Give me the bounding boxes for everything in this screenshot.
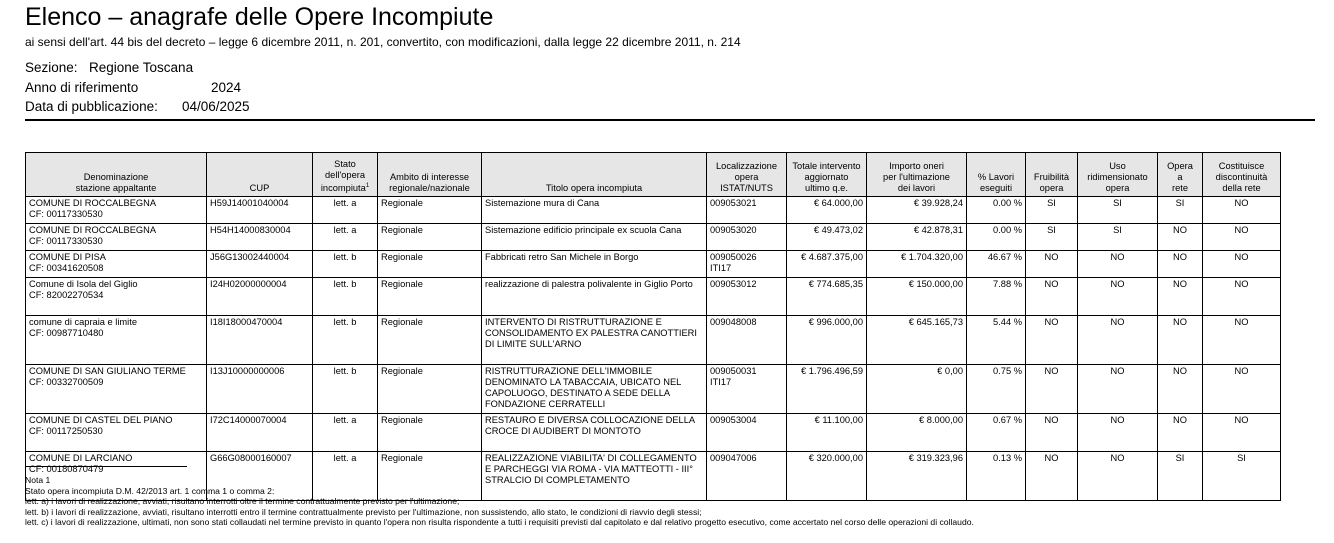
cell-stato: lett. b	[313, 251, 378, 278]
cell-rete: NO	[1158, 365, 1203, 414]
table-row	[26, 365, 1281, 414]
cell-cup: J56G13002440004	[207, 251, 313, 278]
cell-stato: lett. b	[313, 365, 378, 414]
cell-ambito: Regionale	[378, 224, 482, 251]
cell-rete: NO	[1158, 278, 1203, 316]
page-title: Elenco – anagrafe delle Opere Incompiute	[25, 3, 494, 31]
opere-table	[25, 152, 1281, 501]
cell-fruibilita: SI	[1026, 197, 1078, 224]
cell-discontinuita: NO	[1203, 251, 1281, 278]
cell-ambito: Regionale	[378, 414, 482, 452]
cell-localizzazione: 009047006	[707, 452, 787, 501]
cell-rete: NO	[1158, 224, 1203, 251]
cell-uso: NO	[1078, 316, 1158, 365]
cell-titolo: Fabbricati retro San Michele in Borgo	[482, 251, 707, 278]
note-line: Stato opera incompiuta D.M. 42/2013 art. 1 comma 1 o comma 2:	[25, 485, 275, 496]
table-body	[26, 197, 1281, 501]
cell-localizzazione: 009050026 ITI17	[707, 251, 787, 278]
header-cup: CUP	[207, 153, 313, 197]
cell-ambito: Regionale	[378, 251, 482, 278]
note-line: lett. b) i lavori di realizzazione, avviati, risultano interrotti entro il termine contrattualmente previsto per l'ultimazione, non sussistendo, allo stato, le condizioni di riavvio degli stessi;	[25, 506, 702, 517]
cell-ambito: Regionale	[378, 452, 482, 501]
cell-importo: € 42.878,31	[867, 224, 967, 251]
header-importo: Importo oneri per l'ultimazione dei lavori	[867, 153, 967, 197]
cell-discontinuita: NO	[1203, 197, 1281, 224]
cell-discontinuita: NO	[1203, 414, 1281, 452]
cell-ambito: Regionale	[378, 197, 482, 224]
cell-fruibilita: NO	[1026, 414, 1078, 452]
sezione-row	[25, 60, 194, 76]
anno-value: 2024	[211, 80, 242, 95]
header-uso: Uso ridimensionato opera	[1078, 153, 1158, 197]
cell-stato: lett. a	[313, 414, 378, 452]
cell-ente: COMUNE DI CASTEL DEL PIANO CF: 00117250530	[26, 414, 207, 452]
cell-cup: I13J10000000006	[207, 365, 313, 414]
cell-totale: € 49.473,02	[787, 224, 867, 251]
cell-localizzazione: 009053020	[707, 224, 787, 251]
cell-ente: COMUNE DI LARCIANO CF: 00180870479	[26, 452, 207, 501]
table-row	[26, 414, 1281, 452]
cell-discontinuita: SI	[1203, 452, 1281, 501]
cell-uso: SI	[1078, 224, 1158, 251]
cell-stato: lett. a	[313, 224, 378, 251]
page-subtitle: ai sensi dell'art. 44 bis del decreto – legge 6 dicembre 2011, n. 201, convertito, con modificazioni, dalla legge 22 dicembre 2011, n. 214	[25, 35, 741, 49]
cell-titolo: Sistemazione mura di Cana	[482, 197, 707, 224]
cell-fruibilita: NO	[1026, 251, 1078, 278]
cell-uso: SI	[1078, 197, 1158, 224]
header-titolo: Titolo opera incompiuta	[482, 153, 707, 197]
cell-cup: I18I18000470004	[207, 316, 313, 365]
cell-titolo: RISTRUTTURAZIONE DELL'IMMOBILE DENOMINATO LA TABACCAIA, UBICATO NEL CAPOLUOGO, DESTINATO A SEDE DELLA FONDAZIONE CERRATELLI	[482, 365, 707, 414]
cell-ambito: Regionale	[378, 278, 482, 316]
cell-titolo: INTERVENTO DI RISTRUTTURAZIONE E CONSOLIDAMENTO EX PALESTRA CANOTTIERI DI LIMITE SULL'ARNO	[482, 316, 707, 365]
sezione-label: Sezione:	[25, 60, 78, 75]
cell-totale: € 320.000,00	[787, 452, 867, 501]
table-row	[26, 278, 1281, 316]
cell-importo: € 0,00	[867, 365, 967, 414]
cell-stato: lett. a	[313, 197, 378, 224]
cell-ambito: Regionale	[378, 365, 482, 414]
header-denominazione: Denominazione stazione appaltante	[26, 153, 207, 197]
data-pubblicazione-label: Data di pubblicazione:	[25, 99, 158, 114]
cell-discontinuita: NO	[1203, 278, 1281, 316]
cell-discontinuita: NO	[1203, 365, 1281, 414]
cell-titolo: RESTAURO E DIVERSA COLLOCAZIONE DELLA CROCE DI AUDIBERT DI MONTOTO	[482, 414, 707, 452]
cell-fruibilita: NO	[1026, 365, 1078, 414]
cell-stato: lett. b	[313, 316, 378, 365]
cell-importo: € 319.323,96	[867, 452, 967, 501]
cell-totale: € 64.000,00	[787, 197, 867, 224]
cell-importo: € 39.928,24	[867, 197, 967, 224]
cell-uso: NO	[1078, 278, 1158, 316]
cell-ente: COMUNE DI SAN GIULIANO TERME CF: 00332700509	[26, 365, 207, 414]
cell-uso: NO	[1078, 251, 1158, 278]
cell-lavori: 7.88 %	[967, 278, 1026, 316]
cell-ente: COMUNE DI PISA CF: 00341620508	[26, 251, 207, 278]
header-lavori: % Lavori eseguiti	[967, 153, 1026, 197]
cell-lavori: 46.67 %	[967, 251, 1026, 278]
anno-row	[25, 80, 242, 96]
cell-lavori: 0.75 %	[967, 365, 1026, 414]
cell-uso: NO	[1078, 414, 1158, 452]
cell-fruibilita: NO	[1026, 278, 1078, 316]
header-localizzazione: Localizzazione opera ISTAT/NUTS	[707, 153, 787, 197]
cell-rete: SI	[1158, 197, 1203, 224]
cell-stato: lett. b	[313, 278, 378, 316]
cell-lavori: 5.44 %	[967, 316, 1026, 365]
cell-ente: comune di capraia e limite CF: 00987710480	[26, 316, 207, 365]
cell-stato: lett. a	[313, 452, 378, 501]
cell-importo: € 8.000,00	[867, 414, 967, 452]
cell-titolo: realizzazione di palestra polivalente in Giglio Porto	[482, 278, 707, 316]
cell-localizzazione: 009053012	[707, 278, 787, 316]
footnote-ref: 1	[365, 182, 370, 189]
cell-ente: COMUNE DI ROCCALBEGNA CF: 00117330530	[26, 224, 207, 251]
cell-ambito: Regionale	[378, 316, 482, 365]
cell-localizzazione: 009053021	[707, 197, 787, 224]
note-line: lett. a) i lavori di realizzazione, avviati, risultano interrotti oltre il termine contrattualmente previsto per l'ultimazione;	[25, 496, 460, 507]
cell-cup: I72C14000070004	[207, 414, 313, 452]
cell-totale: € 11.100,00	[787, 414, 867, 452]
cell-titolo: REALIZZAZIONE VIABILITA' DI COLLEGAMENTO E PARCHEGGI VIA ROMA - VIA MATTEOTTI - III° STRALCIO DI COMPLETAMENTO	[482, 452, 707, 501]
cell-cup: I24H02000000004	[207, 278, 313, 316]
cell-titolo: Sistemazione edificio principale ex scuola Cana	[482, 224, 707, 251]
table-row	[26, 251, 1281, 278]
cell-fruibilita: NO	[1026, 452, 1078, 501]
table-header-row	[26, 153, 1281, 197]
note-title: Nota 1	[25, 475, 51, 485]
header-stato: Stato dell'opera incompiuta$^1$	[313, 153, 378, 197]
cell-localizzazione: 009050031 ITI17	[707, 365, 787, 414]
note-line: lett. c) i lavori di realizzazione, ultimati, non sono stati collaudati nel termine previsto in quanto l'opera non risulta rispondente a tutti i requisiti previsti dal capitolato e dal relativo progetto esecutivo, come accertato nel corso delle operazioni di collaudo.	[25, 517, 974, 528]
cell-ente: COMUNE DI ROCCALBEGNA CF: 00117330530	[26, 197, 207, 224]
sezione-value: Regione Toscana	[89, 60, 194, 75]
cell-rete: NO	[1158, 251, 1203, 278]
cell-rete: NO	[1158, 414, 1203, 452]
cell-rete: NO	[1158, 316, 1203, 365]
cell-uso: NO	[1078, 365, 1158, 414]
header-rule	[25, 119, 1315, 121]
table-row	[26, 197, 1281, 224]
data-pubblicazione-value: 04/06/2025	[182, 99, 250, 114]
cell-totale: € 774.685,35	[787, 278, 867, 316]
cell-lavori: 0.67 %	[967, 414, 1026, 452]
cell-rete: SI	[1158, 452, 1203, 501]
cell-cup: G66G08000160007	[207, 452, 313, 501]
cell-localizzazione: 009053004	[707, 414, 787, 452]
header-totale: Totale intervento aggiornato ultimo q.e.	[787, 153, 867, 197]
cell-importo: € 150.000,00	[867, 278, 967, 316]
cell-lavori: 0.13 %	[967, 452, 1026, 501]
cell-uso: NO	[1078, 452, 1158, 501]
header-discontinuita: Costituisce discontinuità della rete	[1203, 153, 1281, 197]
cell-ente: Comune di Isola del Giglio CF: 82002270534	[26, 278, 207, 316]
table-row	[26, 224, 1281, 251]
cell-importo: € 645.165,73	[867, 316, 967, 365]
footnotes	[25, 475, 974, 528]
cell-lavori: 0.00 %	[967, 197, 1026, 224]
cell-totale: € 996.000,00	[787, 316, 867, 365]
cell-discontinuita: NO	[1203, 316, 1281, 365]
cell-cup: H54H14000830004	[207, 224, 313, 251]
cell-importo: € 1.704.320,00	[867, 251, 967, 278]
cell-fruibilita: NO	[1026, 316, 1078, 365]
footnote-rule	[25, 466, 187, 467]
cell-discontinuita: NO	[1203, 224, 1281, 251]
header-ambito: Ambito di interesse regionale/nazionale	[378, 153, 482, 197]
header-fruibilita: Fruibilità opera	[1026, 153, 1078, 197]
header-rete: Opera a rete	[1158, 153, 1203, 197]
cell-totale: € 4.687.375,00	[787, 251, 867, 278]
data-row	[25, 99, 250, 115]
cell-lavori: 0.00 %	[967, 224, 1026, 251]
cell-localizzazione: 009048008	[707, 316, 787, 365]
anno-label: Anno di riferimento	[25, 80, 139, 95]
cell-fruibilita: SI	[1026, 224, 1078, 251]
cell-cup: H59J14001040004	[207, 197, 313, 224]
table-row	[26, 316, 1281, 365]
cell-totale: € 1.796.496,59	[787, 365, 867, 414]
